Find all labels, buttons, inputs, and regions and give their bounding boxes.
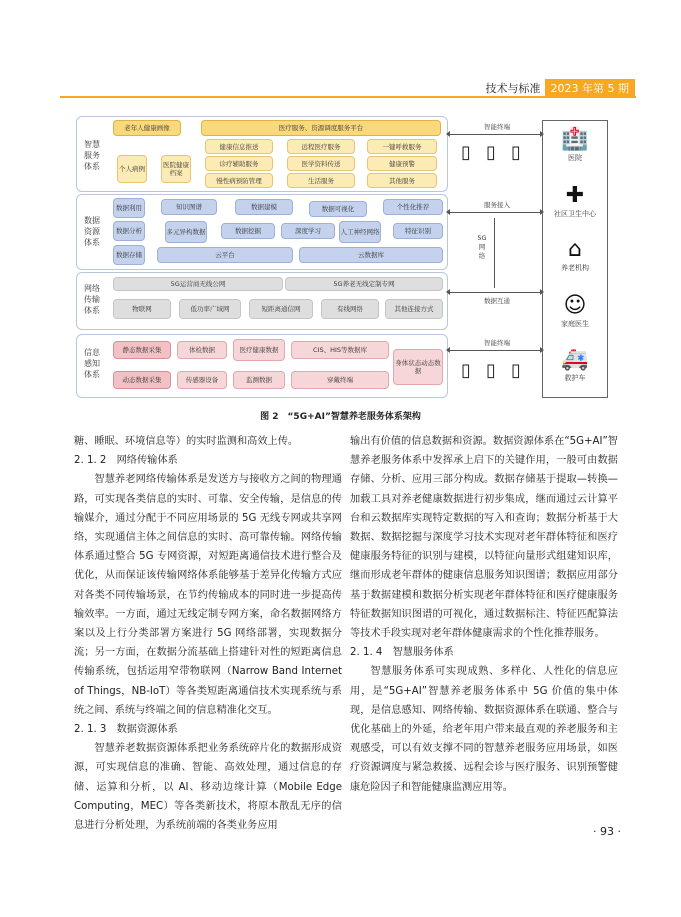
nursing-home-label: 养老机构	[561, 264, 589, 272]
data-resource-layer	[76, 194, 448, 270]
diagram-box: 健康预警	[367, 156, 437, 171]
diagram-box: 数据挖掘	[221, 223, 275, 239]
paragraph: 输出有价值的信息数据和资源。数据资源体系在“5G+AI”智慧养老服务体系中发挥承上启下的关键作用，一般可由数据存储、分析、应用三部分构成。数据存储基于提取—转换—加载工具对养老健康数据进行初步集成，继而通过云计算平台和云数据库实现特定数据的写入和查询；数据分析基于大数据、数据挖掘与深度学习技术实现对老年群体特征和医疗健康服务特征的识别与建模，以特征向量形式组建知识库，继而形成老年群体的健康信息服务知识图谱；数据应用部分基于数据建模和数据分析实现老年群体特征和医疗健康服务特征数据知识图谱的可视化，通过数据标注、特征匹配算法等技术手段实现对老年群体健康需求的个性化推荐服务。	[350, 436, 618, 640]
smart-service-layer	[76, 116, 448, 192]
ambulance-icon: 🚑	[561, 347, 589, 372]
section-heading: 2. 1. 4 智慧服务体系	[350, 647, 454, 659]
diagram-box: 特征识别	[393, 223, 443, 239]
paragraph: 糖、睡眠、环境信息等）的实时监测和高效上传。	[74, 436, 299, 447]
diagram-box: 多元异构数据	[165, 221, 207, 243]
diagram-box: 身体状态动态数据	[393, 349, 443, 385]
institution-panel	[542, 120, 608, 398]
community-center-icon: ✚	[565, 183, 585, 208]
diagram-box: 物联网	[113, 299, 171, 319]
section-heading: 2. 1. 3 数据资源体系	[74, 724, 178, 736]
diagram-box: 深度学习	[281, 223, 335, 239]
paragraph: 智慧服务体系可实现成熟、多样化、人性化的信息应用，是“5G+AI”智慧养老服务体系中 5G 价值的集中体现，是信息感知、网络传输、数据资源体系在联通、整合与优化基础上的外延，给老年用户带来最直观的养老服务和主观感受，可以有效支撑不同的智慧养老服务应用场景，如医疗资源调度与紧急救援、远程会诊与医疗服务、识别预警健康危险因子和智能健康监测应用等。	[350, 666, 618, 793]
diagram-box: 其他服务	[367, 173, 437, 188]
section-heading: 2. 1. 2 网络传输体系	[74, 455, 178, 467]
link-label: 服务接入	[484, 201, 510, 209]
diagram-box: 医院健康档案	[161, 155, 191, 183]
diagram-box: 数据建模	[235, 199, 293, 215]
sensing-label: 信息感知体系	[84, 348, 100, 379]
nursing-home-icon: ⌂	[568, 237, 582, 262]
diagram-box: 医疗健康数据	[233, 339, 285, 361]
diagram-box: 云数据库	[299, 247, 443, 263]
diagram-box: 监测数据	[233, 371, 285, 389]
smart-service-label: 智慧服务体系	[84, 140, 100, 171]
right-column	[350, 432, 618, 797]
diagram-box: 5G运营商无线公网	[113, 277, 283, 291]
community-center-item	[543, 183, 607, 219]
diagram-box: 健康信息推送	[205, 139, 273, 154]
issue-badge: 2023 年第 5 期	[545, 79, 635, 97]
diagram-box: 其他连接方式	[385, 299, 443, 319]
diagram-box: 短距离通信网	[249, 299, 313, 319]
diagram-box: 体检数据	[177, 341, 227, 359]
diagram-box: 慢性病预防管理	[205, 173, 273, 188]
diagram-box: 低功率广域网	[179, 299, 241, 319]
diagram-box: 数据分析	[113, 221, 145, 241]
phone-icon: ▯	[461, 360, 471, 381]
link-label: 智能终端	[484, 123, 510, 131]
page-number: · 93 ·	[593, 825, 621, 838]
tablet-icon: ▯	[486, 360, 496, 381]
diagram-box: 数据存储	[113, 245, 145, 265]
diagram-box: 云平台	[157, 247, 293, 263]
paragraph: 智慧养老网络传输体系是发送方与接收方之间的物理通路，可实现各类信息的实时、可靠、安全传输，是信息的传输媒介，通过分配于不同应用场景的 5G 无线专网或共享网络，实现通信主体之间信息的实时、高可靠传输。网络传输体系通过整合 5G 专网资源，对短距离通信技术进行整合及优化，从而保证该传输网络体系能够基于差异化传输方式应对各类不同传输场景，在节约传输成本的同时进一步提高传输效率。一方面，通过无线定制专网方案，命名数据网络方案以及上行分类部署方案进行 5G 网络部署，实现数据分流；另一方面，在数据分流基础上搭建针对性的短距离信息传输系统，包括运用窄带物联网（Narrow Band Internet of Things，NB-IoT）等各类短距离通信技术实现系统与系统之间、系统与终端之间的信息精准化交互。	[74, 474, 342, 716]
network-layer	[76, 272, 448, 330]
diagram-box: 静态数据采集	[113, 341, 171, 359]
diagram-box: 一键呼救服务	[367, 139, 437, 154]
diagram-box: 医学资料传送	[287, 156, 355, 171]
community-center-label: 社区卫生中心	[554, 210, 596, 218]
journal-name: 技术与标准	[485, 82, 541, 95]
link-arrow	[450, 134, 540, 135]
data-resource-label: 数据资源体系	[84, 216, 100, 247]
link-arrow	[450, 292, 540, 293]
link-label: 数据互通	[484, 297, 510, 305]
link-label: 5G网络	[477, 234, 487, 260]
left-column	[74, 432, 342, 835]
running-header	[486, 79, 635, 97]
diagram-box: 诊疗辅助服务	[205, 156, 273, 171]
diagram-box: 有线网络	[321, 299, 379, 319]
link-arrow	[450, 212, 540, 213]
header-rule	[60, 96, 636, 98]
diagram-box: 个人病例	[117, 155, 147, 183]
ambulance-item	[543, 347, 607, 383]
network-label: 网络传输体系	[84, 284, 100, 315]
ambulance-label: 救护车	[564, 374, 586, 382]
tablet-icon: ▯	[486, 142, 496, 163]
diagram-box: 生活服务	[287, 173, 355, 188]
diagram-box: 远程医疗服务	[287, 139, 355, 154]
hospital-label: 医院	[568, 154, 582, 162]
nursing-home-item	[543, 237, 607, 273]
diagram-box: 个性化推荐	[383, 199, 443, 215]
diagram-box: 人工神经网络	[339, 221, 381, 243]
diagram-box: 传感器设备	[177, 371, 227, 389]
diagram-box: 老年人健康画像	[113, 120, 181, 136]
figure-caption: 图 2 “5G+AI”智慧养老服务体系架构	[260, 412, 421, 422]
tablet-icon: ▯	[511, 142, 521, 163]
vertical-link	[494, 218, 495, 288]
diagram-box: 医疗服务、资源调度服务平台	[201, 120, 441, 136]
diagram-box: 穿戴终端	[291, 371, 389, 389]
hospital-icon: 🏥	[561, 127, 589, 152]
diagram-box: 数据利用	[113, 198, 145, 218]
diagram-box: 动态数据采集	[113, 371, 171, 389]
hospital-item	[543, 127, 607, 163]
link-label: 智能终端	[484, 339, 510, 347]
tablet-icon: ▯	[511, 360, 521, 381]
sensing-layer	[76, 334, 448, 398]
doctor-label: 家庭医生	[561, 320, 589, 328]
link-arrow	[450, 350, 540, 351]
diagram-box: 5G养老无线定制专网	[285, 277, 443, 291]
architecture-figure	[76, 112, 606, 398]
diagram-box: CIS、HIS等数据库	[291, 341, 389, 359]
doctor-icon: ☺	[563, 293, 587, 318]
diagram-box: 知识图谱	[161, 199, 217, 215]
paragraph: 智慧养老数据资源体系把业务系统碎片化的数据形成资源，可实现信息的准确、智能、高效处理，通过信息的存储、运算和分析，以 AI、移动边缘计算（Mobile Edge Computing，MEC）等各类新技术，将原本散乱无序的信息进行分析处理，为系统前端的各类业务应用	[74, 743, 342, 832]
diagram-box: 数据可视化	[309, 201, 367, 217]
doctor-item	[543, 293, 607, 329]
phone-icon: ▯	[461, 142, 471, 163]
